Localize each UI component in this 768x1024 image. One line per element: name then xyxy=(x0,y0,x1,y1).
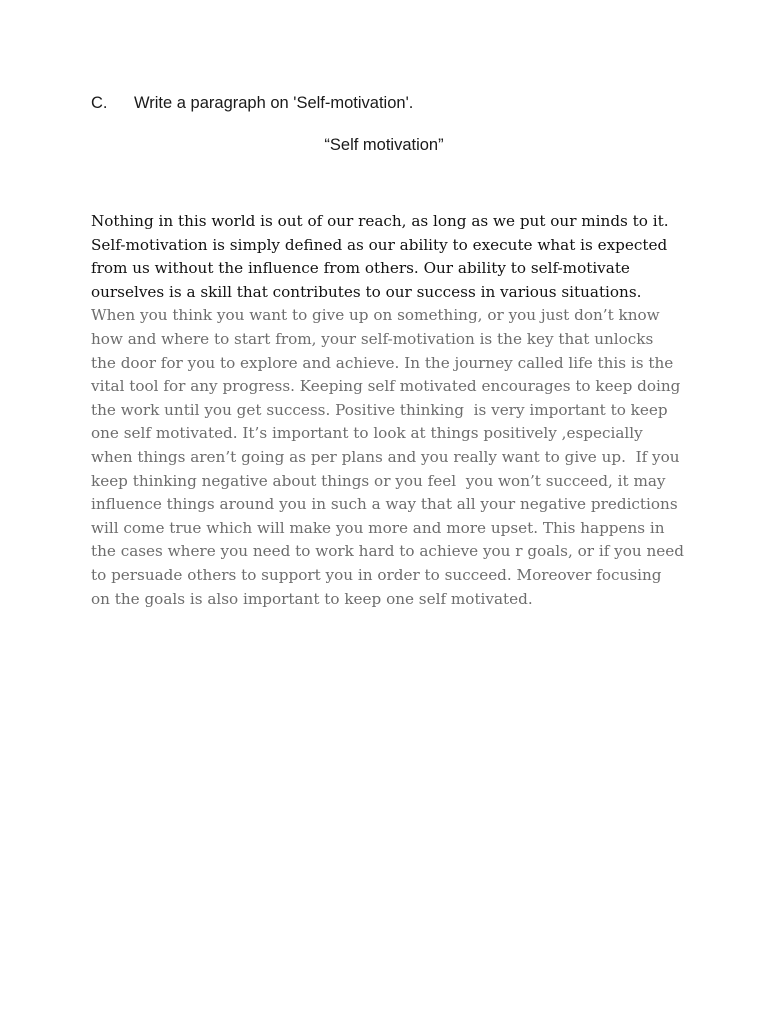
paragraph-line: on the goals is also important to keep one self motivated. xyxy=(91,589,533,608)
paragraph-line: the cases where you need to work hard to achieve you r goals, or if you need xyxy=(91,542,684,561)
paragraph-line: the door for you to explore and achieve. In the journey called life this is the xyxy=(91,353,674,372)
question-heading xyxy=(91,94,413,113)
paragraph-line: vital tool for any progress. Keeping self motivated encourages to keep doing xyxy=(91,377,681,396)
paragraph-line: from us without the influence from others. Our ability to self-motivate xyxy=(91,259,630,278)
essay-title-text: “Self motivation” xyxy=(324,136,444,154)
question-text: Write a paragraph on 'Self-motivation'. xyxy=(134,94,414,112)
paragraph-line: the work until you get success. Positive thinking is very important to keep xyxy=(91,400,668,419)
paragraph-line: Self-motivation is simply defined as our ability to execute what is expected xyxy=(91,235,668,254)
paragraph-line: When you think you want to give up on something, or you just don’t know xyxy=(91,306,660,325)
paragraph-line: influence things around you in such a way that all your negative predictions xyxy=(91,495,678,514)
paragraph-line: one self motivated. It’s important to look at things positively ,especially xyxy=(91,424,643,443)
paragraph-line: when things aren’t going as per plans and you really want to give up. If you xyxy=(91,447,680,466)
paragraph-line: how and where to start from, your self-motivation is the key that unlocks xyxy=(91,329,654,348)
essay-paragraph xyxy=(91,210,691,611)
essay-title xyxy=(0,136,768,155)
paragraph-line: Nothing in this world is out of our reach, as long as we put our minds to it. xyxy=(91,212,669,230)
paragraph-line: to persuade others to support you in order to succeed. Moreover focusing xyxy=(91,565,662,584)
question-number: C. xyxy=(91,94,108,112)
paragraph-line: keep thinking negative about things or you feel you won’t succeed, it may xyxy=(91,471,666,490)
paragraph-line: ourselves is a skill that contributes to our success in various situations. xyxy=(91,282,642,301)
paragraph-line: will come true which will make you more and more upset. This happens in xyxy=(91,518,665,537)
